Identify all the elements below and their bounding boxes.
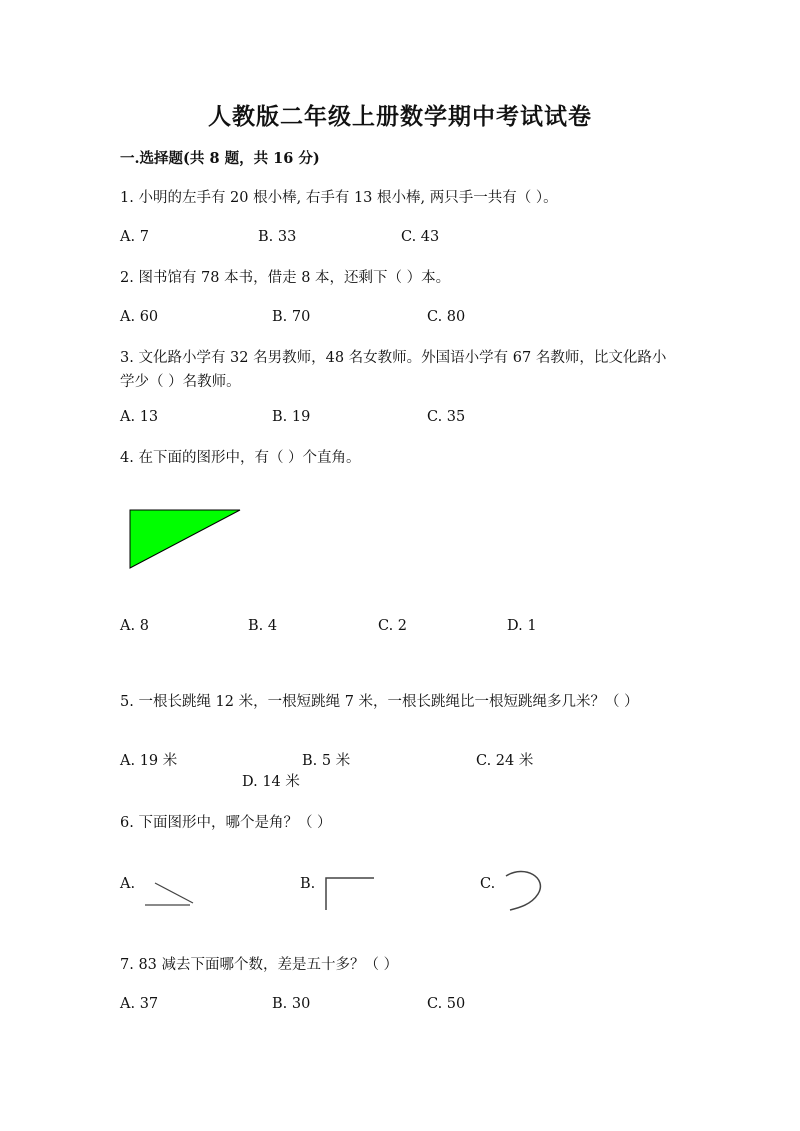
question-4-text: 4. 在下面的图形中，有（ ）个直角。 — [120, 450, 361, 466]
question-6-text: 6. 下面图形中，哪个是角？（ ） — [120, 815, 332, 831]
right-triangle-figure — [0, 500, 800, 580]
question-5-option-a[interactable]: A. 19 米 — [120, 753, 178, 769]
question-5-option-c[interactable]: C. 24 米 — [476, 753, 534, 769]
question-1-option-a[interactable]: A. 7 — [120, 229, 149, 245]
question-7-text: 7. 83 减去下面哪个数，差是五十多？（ ） — [120, 957, 399, 973]
question-3-option-c[interactable]: C. 35 — [427, 409, 466, 425]
question-3-option-b[interactable]: B. 19 — [272, 409, 311, 425]
question-4-option-b[interactable]: B. 4 — [248, 618, 278, 634]
question-2-text: 2. 图书馆有 78 本书，借走 8 本，还剩下（ ）本。 — [120, 270, 451, 286]
question-5-text: 5. 一根长跳绳 12 米，一根短跳绳 7 米，一根长跳绳比一根短跳绳多几米？（ ） — [120, 694, 639, 710]
question-1-text: 1. 小明的左手有 20 根小棒, 右手有 13 根小棒, 两只手一共有（ ）。 — [120, 190, 558, 206]
angle-figures — [0, 860, 800, 920]
question-1-option-b[interactable]: B. 33 — [258, 229, 297, 245]
question-5-option-d[interactable]: D. 14 米 — [242, 774, 300, 790]
question-1-option-c[interactable]: C. 43 — [401, 229, 440, 245]
question-2-option-c[interactable]: C. 80 — [427, 309, 466, 325]
figure-c-curve — [506, 871, 540, 910]
question-5-option-b[interactable]: B. 5 米 — [302, 753, 351, 769]
figure-b-angle — [326, 878, 374, 910]
question-3-text: 3. 文化路小学有 32 名男教师，48 名女教师。外国语小学有 67 名教师，比文化路小学少（ ）名教师。 — [120, 350, 667, 390]
question-3-option-a[interactable]: A. 13 — [120, 409, 159, 425]
question-7-option-c[interactable]: C. 50 — [427, 996, 466, 1012]
question-6-option-b[interactable]: B. — [300, 876, 316, 892]
exam-title: 人教版二年级上册数学期中考试试卷 — [208, 103, 592, 130]
figure-a-open-lines — [145, 883, 193, 905]
question-7-option-b[interactable]: B. 30 — [272, 996, 311, 1012]
question-2-option-b[interactable]: B. 70 — [272, 309, 311, 325]
section-heading: 一.选择题(共 8 题，共 16 分) — [120, 150, 320, 167]
question-2-option-a[interactable]: A. 60 — [120, 309, 159, 325]
question-4-option-a[interactable]: A. 8 — [120, 618, 149, 634]
question-4-option-d[interactable]: D. 1 — [507, 618, 537, 634]
question-6-option-c[interactable]: C. — [480, 876, 496, 892]
question-7-option-a[interactable]: A. 37 — [120, 996, 159, 1012]
green-triangle — [130, 510, 240, 568]
question-6-option-a[interactable]: A. — [120, 876, 136, 892]
question-4-option-c[interactable]: C. 2 — [378, 618, 408, 634]
